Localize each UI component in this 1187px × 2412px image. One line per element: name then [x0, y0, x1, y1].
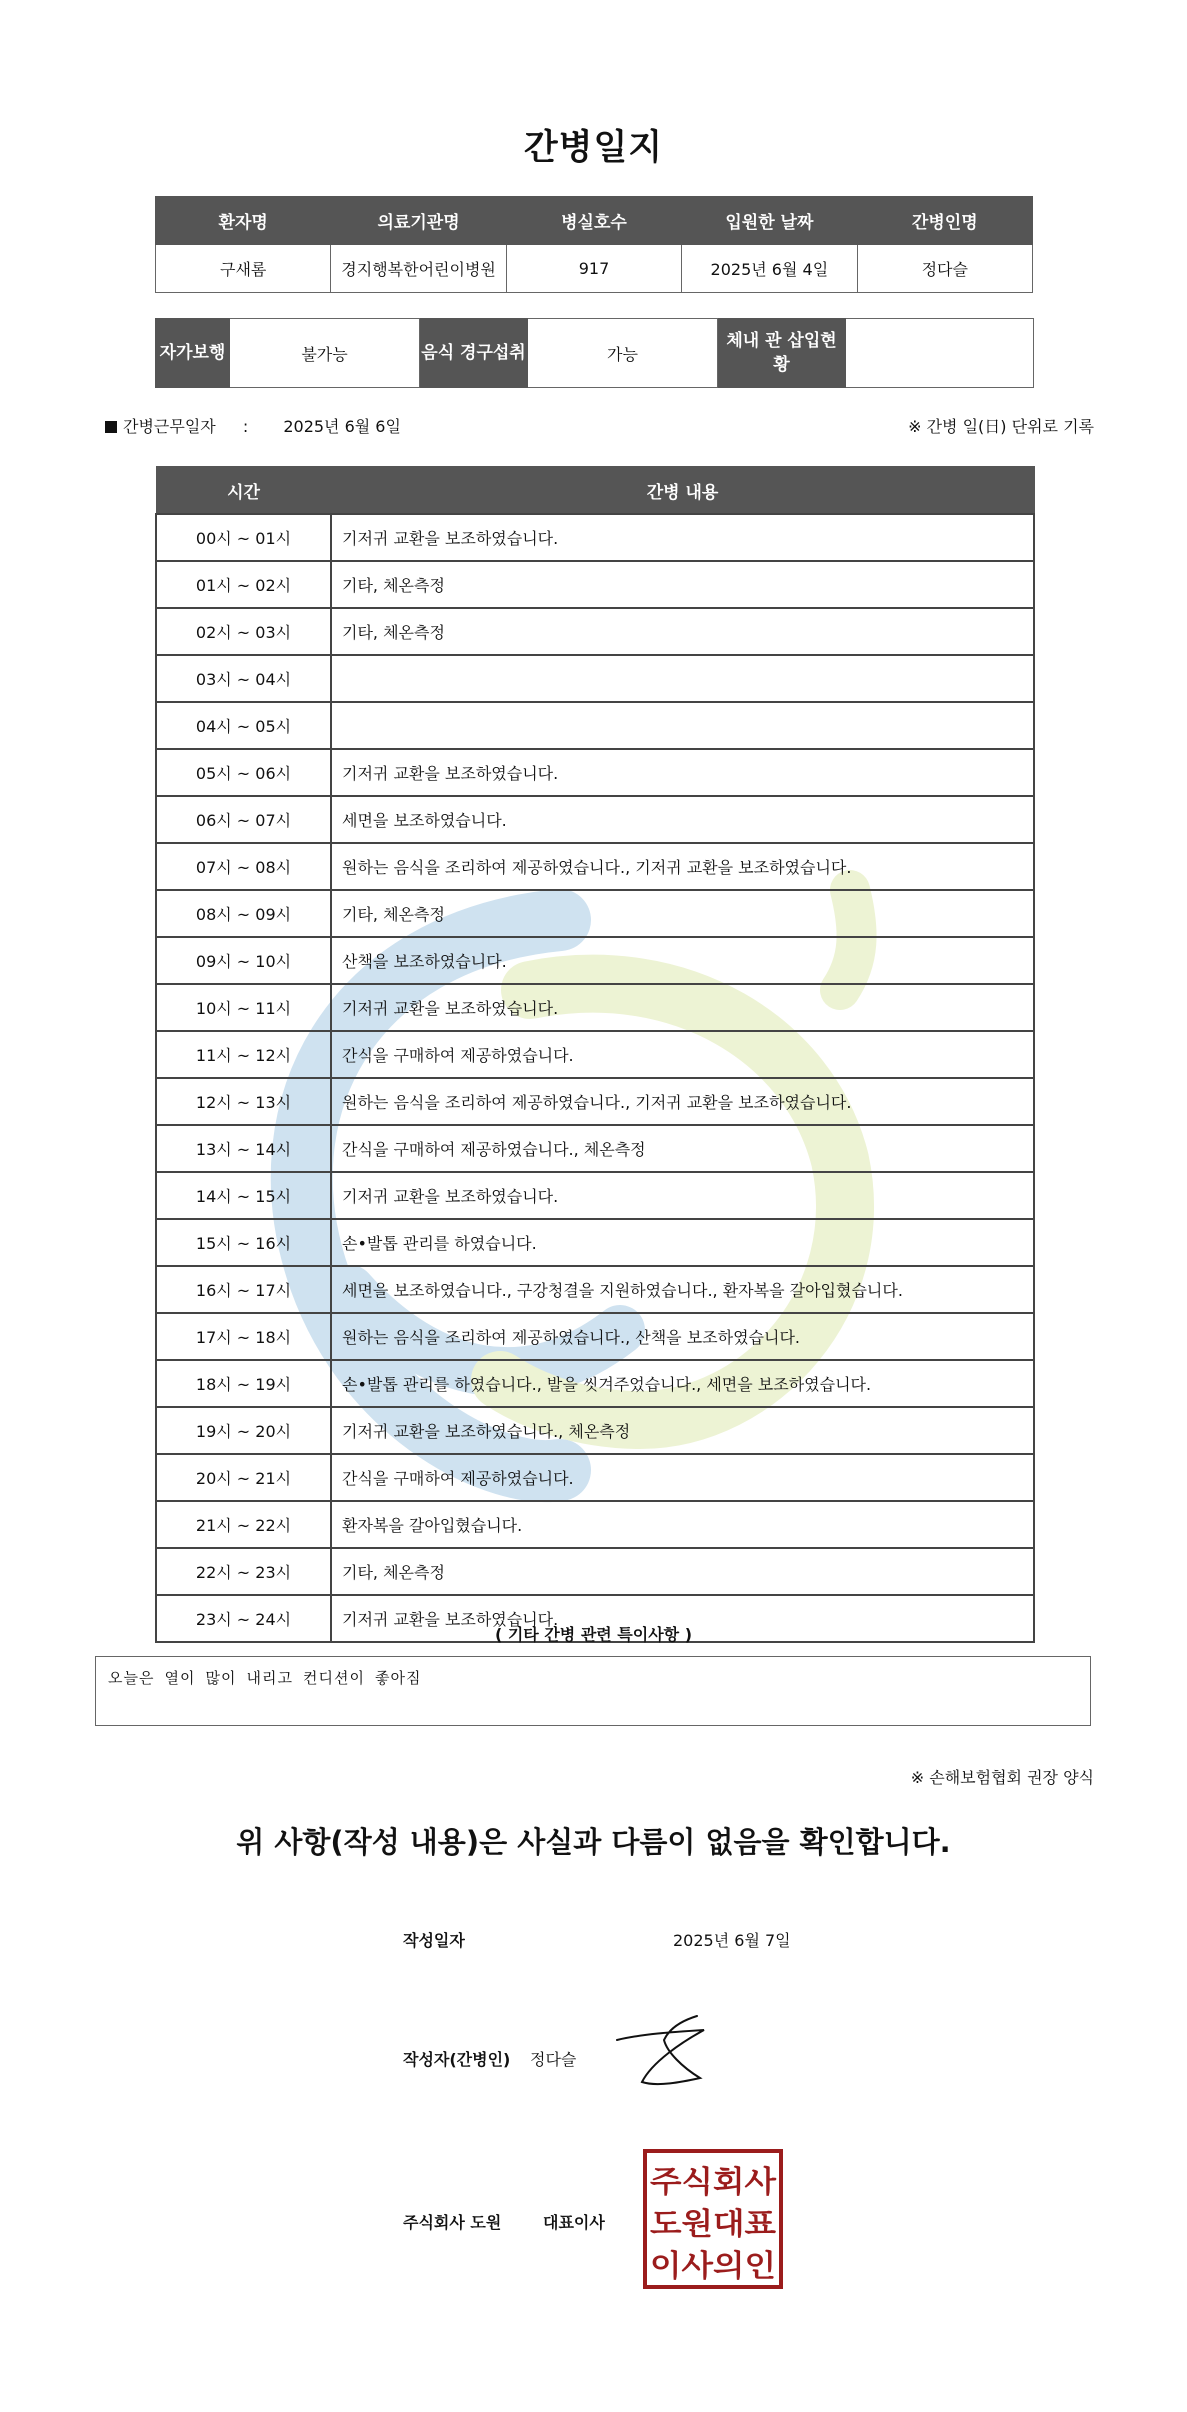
log-content: 기타, 체온측정: [331, 561, 1034, 608]
log-time: 16시 ~ 17시: [156, 1266, 331, 1313]
log-time: 00시 ~ 01시: [156, 514, 331, 561]
oral-intake-value: 가능: [528, 319, 718, 388]
header-patient-name: 환자명: [156, 197, 331, 245]
log-time: 08시 ~ 09시: [156, 890, 331, 937]
log-row: [156, 1031, 1034, 1078]
log-content: 손•발톱 관리를 하였습니다., 발을 씻겨주었습니다., 세면을 보조하였습니다.: [331, 1360, 1034, 1407]
log-row: [156, 608, 1034, 655]
log-row: [156, 1266, 1034, 1313]
log-row: [156, 984, 1034, 1031]
patient-status-table: [155, 318, 1034, 388]
log-time: 06시 ~ 07시: [156, 796, 331, 843]
log-row: [156, 890, 1034, 937]
log-time: 10시 ~ 11시: [156, 984, 331, 1031]
confirmation-statement: 위 사항(작성 내용)은 사실과 다름이 없음을 확인합니다.: [236, 1825, 951, 1859]
log-time: 07시 ~ 08시: [156, 843, 331, 890]
caregiver-name: 정다슬: [857, 245, 1032, 293]
log-row: [156, 937, 1034, 984]
log-content: 세면을 보조하였습니다., 구강청결을 지원하였습니다., 환자복을 갈아입혔습니다.: [331, 1266, 1034, 1313]
oral-intake-label: 음식 경구섭취: [420, 319, 528, 388]
log-content: [331, 702, 1034, 749]
log-time: 23시 ~ 24시: [156, 1595, 331, 1642]
log-row: [156, 1407, 1034, 1454]
log-content: 기타, 체온측정: [331, 608, 1034, 655]
remarks-heading: ( 기타 간병 관련 특이사항 ): [494, 1625, 693, 1644]
log-content: 원하는 음식을 조리하여 제공하였습니다., 기저귀 교환을 보조하였습니다.: [331, 843, 1034, 890]
self-walk-label: 자가보행: [156, 319, 230, 388]
log-content: [331, 655, 1034, 702]
care-log-body: [156, 514, 1034, 1642]
log-content: 손•발톱 관리를 하였습니다.: [331, 1219, 1034, 1266]
square-bullet-icon: [105, 421, 117, 433]
log-content: 환자복을 갈아입혔습니다.: [331, 1501, 1034, 1548]
log-row: [156, 1219, 1034, 1266]
svg-text:이사의인: 이사의인: [650, 2249, 776, 2284]
log-content: 간식을 구매하여 제공하였습니다.: [331, 1454, 1034, 1501]
recommended-form-note: ※ 손해보험협회 권장 양식: [910, 1768, 1094, 1787]
document-title: 간병일지: [523, 128, 664, 168]
company-seal: [642, 2148, 784, 2290]
work-date-label: 간병근무일자: [123, 417, 216, 436]
log-content: 기타, 체온측정: [331, 890, 1034, 937]
log-content: 원하는 음식을 조리하여 제공하였습니다., 기저귀 교환을 보조하였습니다.: [331, 1078, 1034, 1125]
log-row: [156, 1360, 1034, 1407]
self-walk-value: 불가능: [230, 319, 420, 388]
patient-name: 구새롬: [156, 245, 331, 293]
log-time: 03시 ~ 04시: [156, 655, 331, 702]
daily-record-note: ※ 간병 일(日) 단위로 기록: [908, 417, 1094, 436]
patient-info-table: [155, 196, 1033, 293]
log-time: 02시 ~ 03시: [156, 608, 331, 655]
admission-date: 2025년 6월 4일: [682, 245, 857, 293]
log-time: 05시 ~ 06시: [156, 749, 331, 796]
log-time: 11시 ~ 12시: [156, 1031, 331, 1078]
log-time: 12시 ~ 13시: [156, 1078, 331, 1125]
log-time: 22시 ~ 23시: [156, 1548, 331, 1595]
log-row: [156, 655, 1034, 702]
log-content: 기저귀 교환을 보조하였습니다.: [331, 514, 1034, 561]
svg-text:주식회사: 주식회사: [650, 2165, 778, 2200]
log-time: 04시 ~ 05시: [156, 702, 331, 749]
log-row: [156, 1172, 1034, 1219]
room-number: 917: [506, 245, 681, 293]
log-header-content: 간병 내용: [331, 467, 1034, 515]
log-time: 21시 ~ 22시: [156, 1501, 331, 1548]
log-header-time: 시간: [156, 467, 331, 515]
catheter-label: 체내 관 삽입현황: [718, 319, 846, 388]
date-label: 작성일자: [403, 1931, 465, 1950]
log-row: [156, 702, 1034, 749]
log-time: 09시 ~ 10시: [156, 937, 331, 984]
log-content: 기타, 체온측정: [331, 1548, 1034, 1595]
signature-scribble: [612, 2012, 712, 2092]
log-content: 기저귀 교환을 보조하였습니다.: [331, 1172, 1034, 1219]
company-label: 주식회사 도원: [403, 2213, 502, 2232]
log-row: [156, 1501, 1034, 1548]
author-name: 정다슬: [530, 2050, 577, 2069]
log-row: [156, 1313, 1034, 1360]
log-content: 기저귀 교환을 보조하였습니다.: [331, 984, 1034, 1031]
header-room: 병실호수: [506, 197, 681, 245]
catheter-value: [846, 319, 1034, 388]
log-row: [156, 514, 1034, 561]
work-date-line: [105, 414, 401, 437]
log-content: 세면을 보조하였습니다.: [331, 796, 1034, 843]
log-time: 18시 ~ 19시: [156, 1360, 331, 1407]
log-time: 13시 ~ 14시: [156, 1125, 331, 1172]
log-row: [156, 796, 1034, 843]
log-time: 17시 ~ 18시: [156, 1313, 331, 1360]
log-content: 기저귀 교환을 보조하였습니다., 체온측정: [331, 1407, 1034, 1454]
date-value: 2025년 6월 7일: [673, 1931, 791, 1950]
log-time: 14시 ~ 15시: [156, 1172, 331, 1219]
log-time: 01시 ~ 02시: [156, 561, 331, 608]
log-row: [156, 749, 1034, 796]
care-log-table: [155, 466, 1035, 1643]
header-hospital: 의료기관명: [331, 197, 506, 245]
log-row: [156, 843, 1034, 890]
log-row: [156, 1125, 1034, 1172]
remarks-box: 오늘은 열이 많이 내리고 컨디션이 좋아짐: [95, 1656, 1091, 1726]
log-row: [156, 1548, 1034, 1595]
log-content: 간식을 구매하여 제공하였습니다., 체온측정: [331, 1125, 1034, 1172]
log-content: 원하는 음식을 조리하여 제공하였습니다., 산책을 보조하였습니다.: [331, 1313, 1034, 1360]
work-date-value: 2025년 6월 6일: [283, 417, 401, 436]
log-content: 간식을 구매하여 제공하였습니다.: [331, 1031, 1034, 1078]
header-caregiver: 간병인명: [857, 197, 1032, 245]
svg-text:도원대표: 도원대표: [650, 2207, 777, 2242]
work-date-separator: :: [242, 417, 249, 436]
hospital-name: 경지행복한어린이병원: [331, 245, 506, 293]
log-time: 19시 ~ 20시: [156, 1407, 331, 1454]
log-row: [156, 1454, 1034, 1501]
header-admission-date: 입원한 날짜: [682, 197, 857, 245]
log-content: 기저귀 교환을 보조하였습니다.: [331, 749, 1034, 796]
log-content: 산책을 보조하였습니다.: [331, 937, 1034, 984]
log-row: [156, 1078, 1034, 1125]
log-row: [156, 561, 1034, 608]
ceo-label: 대표이사: [543, 2213, 605, 2232]
log-time: 15시 ~ 16시: [156, 1219, 331, 1266]
author-label: 작성자(간병인): [403, 2050, 511, 2069]
log-content: 기저귀 교환을 보조하였습니다.: [331, 1595, 1034, 1642]
log-time: 20시 ~ 21시: [156, 1454, 331, 1501]
